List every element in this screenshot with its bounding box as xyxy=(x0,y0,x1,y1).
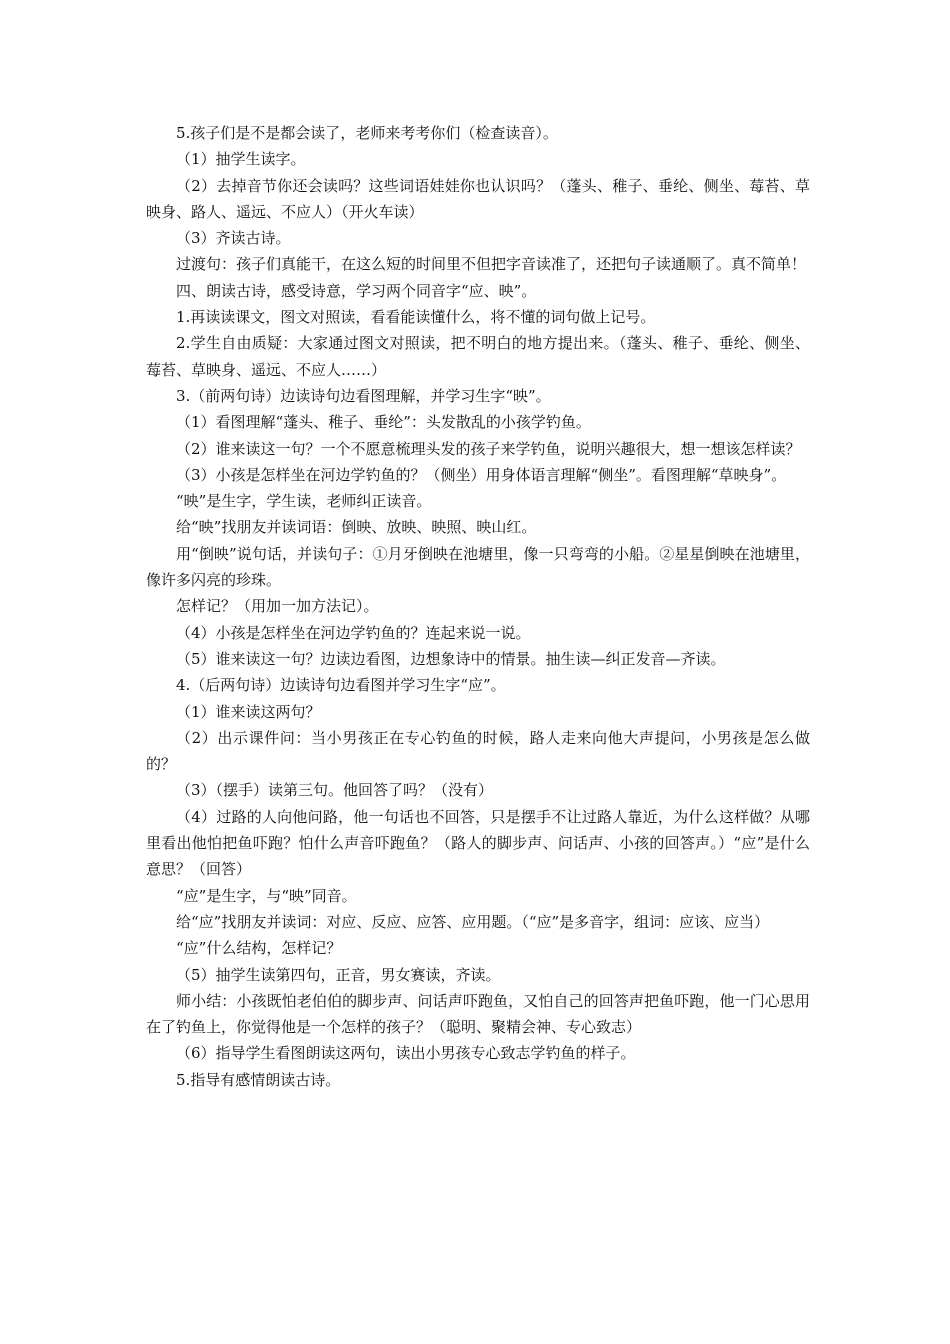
paragraph: （1）看图理解“蓬头、稚子、垂纶”：头发散乱的小孩学钓鱼。 xyxy=(176,413,591,432)
paragraph: 过渡句：孩子们真能干，在这么短的时间里不但把字音读准了，还把句子读通顺了。真不简单！ xyxy=(176,255,807,274)
document-page xyxy=(146,120,810,1093)
paragraph: 5.孩子们是不是都会读了，老师来考考你们（检查读音）。 xyxy=(176,124,558,142)
paragraph: （4）小孩是怎样坐在河边学钓鱼的？连起来说一说。 xyxy=(176,623,531,642)
paragraph: 4.（后两句诗）边读诗句边看图并学习生字“应”。 xyxy=(176,676,506,695)
paragraph: 3.（前两句诗）边读诗句边看图理解，并学习生字“映”。 xyxy=(176,386,551,405)
paragraph: （3）（摆手）读第三句。他回答了吗？（没有） xyxy=(176,781,494,800)
paragraph: “映”是生字，学生读，老师纠正读音。 xyxy=(176,492,432,511)
paragraph: （1）谁来读这两句？ xyxy=(176,702,321,721)
paragraph: “应”是生字，与“映”同音。 xyxy=(176,886,357,905)
paragraph: 5.指导有感情朗读古诗。 xyxy=(176,1070,341,1089)
paragraph: 怎样记？（用加一加方法记）。 xyxy=(176,597,379,616)
paragraph: （4）过路的人向他问路，他一句话也不回答，只是摆手不让过路人靠近，为什么这样做？从哪里看出他怕把鱼吓跑？怕什么声音吓跑鱼？（路人的脚步声、问话声、小孩的回答声。）“应”是什么意思？（回答） xyxy=(146,807,810,879)
paragraph: （5）谁来读这一句？边读边看图，边想象诗中的情景。抽生读—纠正发音—齐读。 xyxy=(176,649,726,668)
paragraph: 1.再读读课文，图文对照读，看看能读懂什么，将不懂的词句做上记号。 xyxy=(176,308,656,327)
paragraph: （5）抽学生读第四句，正音，男女赛读，齐读。 xyxy=(176,965,501,984)
paragraph: （3）齐读古诗。 xyxy=(176,229,291,248)
paragraph: “应”什么结构，怎样记？ xyxy=(176,939,342,958)
paragraph: （1）抽学生读字。 xyxy=(176,150,306,169)
paragraph: 用“倒映”说句话，并读句子：①月牙倒映在池塘里，像一只弯弯的小船。②星星倒映在池塘里，像许多闪亮的珍珠。 xyxy=(146,544,810,590)
section-heading: 四、朗读古诗，感受诗意，学习两个同音字“应、映”。 xyxy=(176,281,537,300)
paragraph: （3）小孩是怎样坐在河边学钓鱼的？（侧坐）用身体语言理解“侧坐”。看图理解“草映身”。 xyxy=(176,465,787,484)
paragraph: （6）指导学生看图朗读这两句，读出小男孩专心致志学钓鱼的样子。 xyxy=(176,1044,636,1063)
paragraph: 给“应”找朋友并读词：对应、反应、应答、应用题。（“应”是多音字，组词：应该、应当） xyxy=(176,912,770,931)
paragraph: （2）出示课件问：当小男孩正在专心钓鱼的时候，路人走来向他大声提问，小男孩是怎么做的？ xyxy=(146,728,810,774)
paragraph: （2）谁来读这一句？一个不愿意梳理头发的孩子来学钓鱼，说明兴趣很大，想一想该怎样读？ xyxy=(176,439,801,458)
paragraph: 2.学生自由质疑：大家通过图文对照读，把不明白的地方提出来。（蓬头、稚子、垂纶、侧坐、莓苔、草映身、遥远、不应人……） xyxy=(146,334,810,379)
paragraph: 师小结：小孩既怕老伯伯的脚步声、问话声吓跑鱼，又怕自己的回答声把鱼吓跑，他一门心思用在了钓鱼上，你觉得他是一个怎样的孩子？（聪明、聚精会神、专心致志） xyxy=(146,991,810,1037)
paragraph: （2）去掉音节你还会读吗？这些词语娃娃你也认识吗？（蓬头、稚子、垂纶、侧坐、莓苔、草映身、路人、遥远、不应人）（开火车读） xyxy=(146,176,810,221)
paragraph: 给“映”找朋友并读词语：倒映、放映、映照、映山红。 xyxy=(176,518,537,537)
